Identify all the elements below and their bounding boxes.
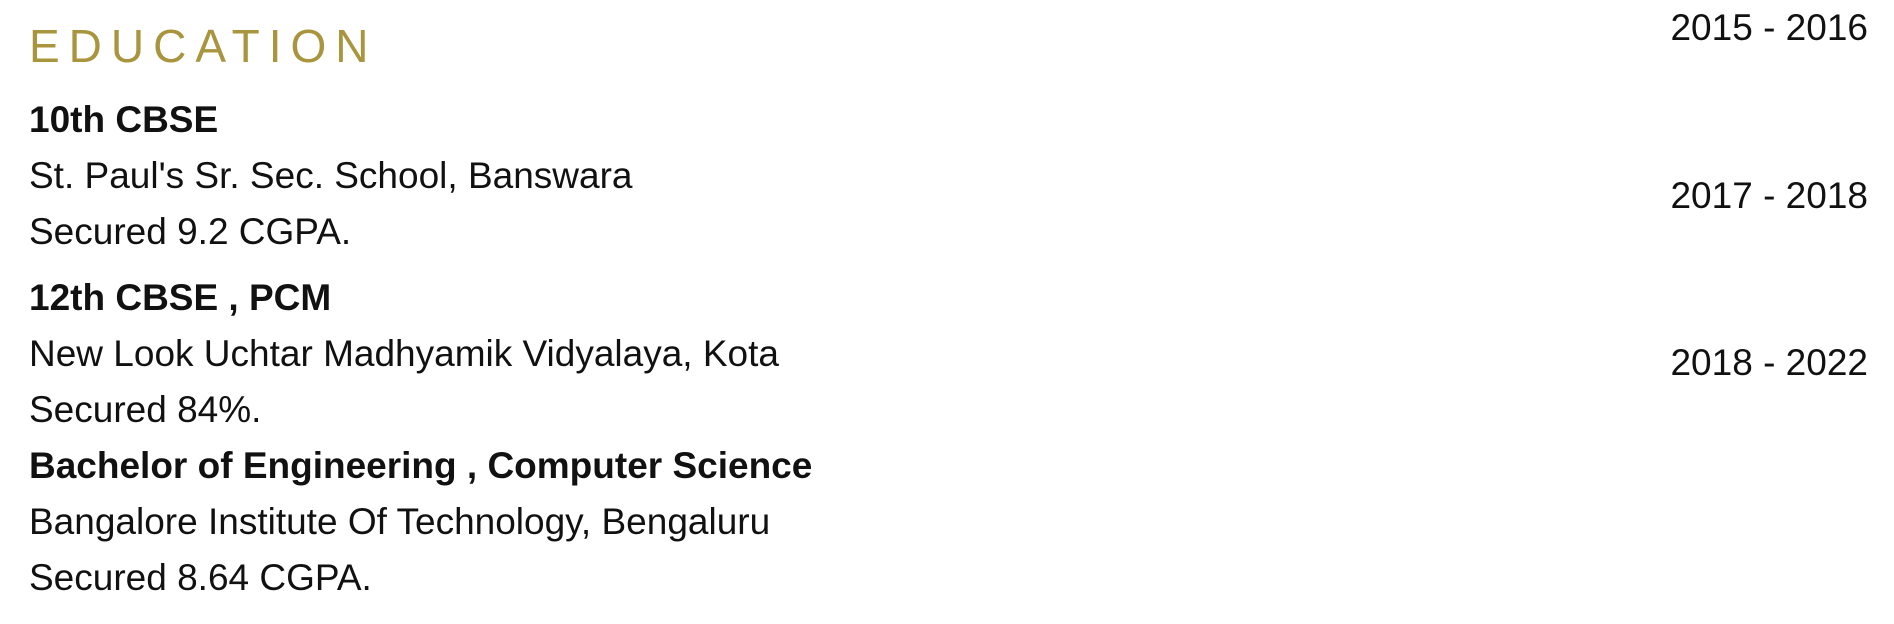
entry-result: Secured 8.64 CGPA. (29, 557, 372, 598)
entry-school: St. Paul's Sr. Sec. School, Banswara (29, 155, 633, 196)
entry-years-be: 2018 - 2022 (1670, 342, 1868, 383)
entry-school: New Look Uchtar Madhyamik Vidyalaya, Kota (29, 333, 779, 374)
entry-school: Bangalore Institute Of Technology, Bengaluru (29, 501, 771, 542)
entry-degree: 12th CBSE , PCM (29, 277, 332, 318)
entry-years-12th: 2017 - 2018 (1670, 175, 1868, 216)
entry-degree: Bachelor of Engineering , Computer Science (29, 445, 813, 486)
education-entry-be (29, 438, 812, 606)
entry-degree: 10th CBSE (29, 99, 219, 140)
section-title: EDUCATION (29, 20, 378, 72)
education-entry-12th (29, 270, 779, 438)
entry-result: Secured 84%. (29, 389, 262, 430)
entry-years-10th: 2015 - 2016 (1670, 7, 1868, 48)
education-entry-10th (29, 92, 632, 260)
entry-result: Secured 9.2 CGPA. (29, 211, 352, 252)
